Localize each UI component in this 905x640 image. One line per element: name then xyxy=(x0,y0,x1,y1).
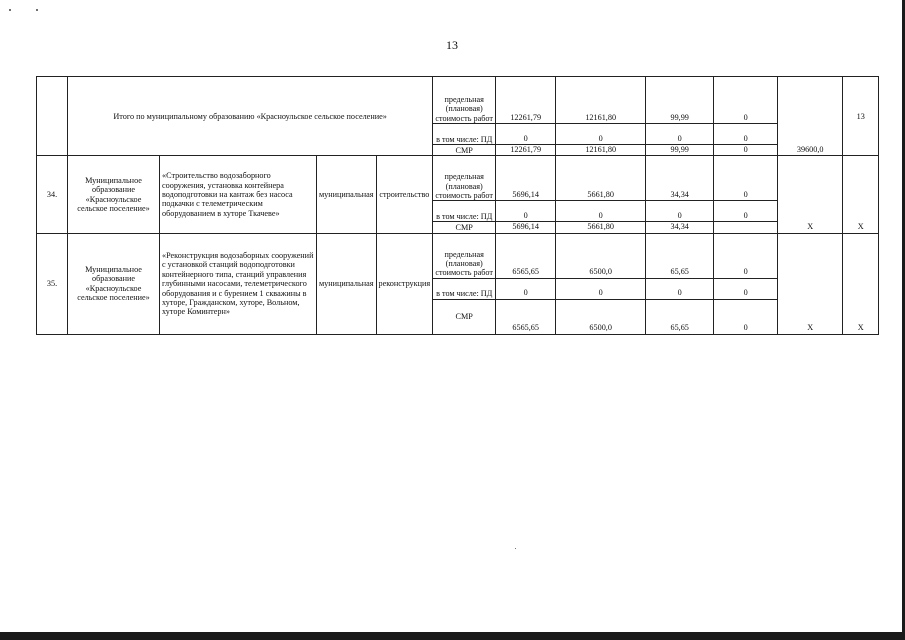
ownership-cell: муниципальная xyxy=(317,156,377,233)
row-label: в том числе: ПД xyxy=(433,278,496,299)
row-label: СМР xyxy=(433,299,496,334)
value-cell: 6565,65 xyxy=(496,233,556,278)
row-label: предельная (плановая) стоимость работ xyxy=(433,233,496,278)
value-cell: 5696,14 xyxy=(496,222,556,233)
value-cell: 5696,14 xyxy=(496,156,556,201)
scan-edge-bottom xyxy=(0,632,905,640)
value-cell: 34,34 xyxy=(646,222,714,233)
value-cell: 0 xyxy=(556,201,646,222)
row-label: предельная (плановая) стоимость работ xyxy=(433,77,496,124)
work-type-cell: реконструкция xyxy=(376,233,433,334)
value-cell: 0 xyxy=(556,124,646,145)
row-label: СМР xyxy=(433,145,496,156)
row-label: в том числе: ПД xyxy=(433,124,496,145)
value-cell: 0 xyxy=(496,278,556,299)
value-cell: 6565,65 xyxy=(496,299,556,334)
value-cell: 6500,0 xyxy=(556,233,646,278)
value-cell: 99,99 xyxy=(646,77,714,124)
value-cell: 12261,79 xyxy=(496,77,556,124)
scan-speck xyxy=(515,548,516,549)
entry-value-5: Х xyxy=(778,156,843,233)
page-number: 13 xyxy=(446,38,458,52)
total-value-6: 13 xyxy=(843,77,879,156)
value-cell: 0 xyxy=(556,278,646,299)
value-cell: 0 xyxy=(714,156,778,201)
object-description: «Реконструкция водозаборных сооружений с установкой станций водоподготовки контейнерного типа, станций управления глубинными насосами, телеметрического оборудования и с бурением 1 скважины в хуторе, Гражданском, хуторе, Вольном, хуторе Коминтерн» xyxy=(160,233,317,334)
total-num-cell xyxy=(37,77,68,156)
total-value-5: 39600,0 xyxy=(778,77,843,156)
entry-number: 35. xyxy=(37,233,68,334)
value-cell: 0 xyxy=(714,299,778,334)
value-cell: 0 xyxy=(714,145,778,156)
value-cell: 0 xyxy=(714,77,778,124)
entry-value-5: Х xyxy=(778,233,843,334)
municipality-cell: Муниципальное образование «Красноульское сельское поселение» xyxy=(68,156,160,233)
value-cell: 12161,80 xyxy=(556,77,646,124)
entry-number: 34. xyxy=(37,156,68,233)
scan-speck xyxy=(9,9,11,11)
value-cell: 0 xyxy=(714,233,778,278)
table-row xyxy=(37,233,879,278)
value-cell: 5661,80 xyxy=(556,222,646,233)
investment-table xyxy=(36,76,879,335)
value-cell: 5661,80 xyxy=(556,156,646,201)
value-cell: 0 xyxy=(646,278,714,299)
row-label: предельная (плановая) стоимость работ xyxy=(433,156,496,201)
entry-value-6: Х xyxy=(843,156,879,233)
municipality-cell: Муниципальное образование «Красноульское сельское поселение» xyxy=(68,233,160,334)
total-label: Итого по муниципальному образованию «Красноульское сельское поселение» xyxy=(68,77,433,156)
table-row xyxy=(37,77,879,124)
entry-value-6: Х xyxy=(843,233,879,334)
value-cell: 65,65 xyxy=(646,299,714,334)
value-cell: 0 xyxy=(496,124,556,145)
row-label: СМР xyxy=(433,222,496,233)
work-type-cell: строительство xyxy=(376,156,433,233)
value-cell: 0 xyxy=(714,278,778,299)
value-cell: 0 xyxy=(714,124,778,145)
scan-speck xyxy=(36,9,38,11)
value-cell: 0 xyxy=(714,201,778,222)
value-cell: 65,65 xyxy=(646,233,714,278)
value-cell: 34,34 xyxy=(646,156,714,201)
object-description: «Строительство водозаборного сооружения, установка контейнера водоподготовки на кантаж без насоса подкачки с телеметрическим оборудованием в хуторе Ткачеве» xyxy=(160,156,317,233)
value-cell: 0 xyxy=(646,124,714,145)
value-cell: 12161,80 xyxy=(556,145,646,156)
value-cell: 12261,79 xyxy=(496,145,556,156)
ownership-cell: муниципальная xyxy=(317,233,377,334)
value-cell xyxy=(714,222,778,233)
table-row xyxy=(37,156,879,201)
row-label: в том числе: ПД xyxy=(433,201,496,222)
value-cell: 0 xyxy=(646,201,714,222)
value-cell: 6500,0 xyxy=(556,299,646,334)
value-cell: 0 xyxy=(496,201,556,222)
value-cell: 99,99 xyxy=(646,145,714,156)
